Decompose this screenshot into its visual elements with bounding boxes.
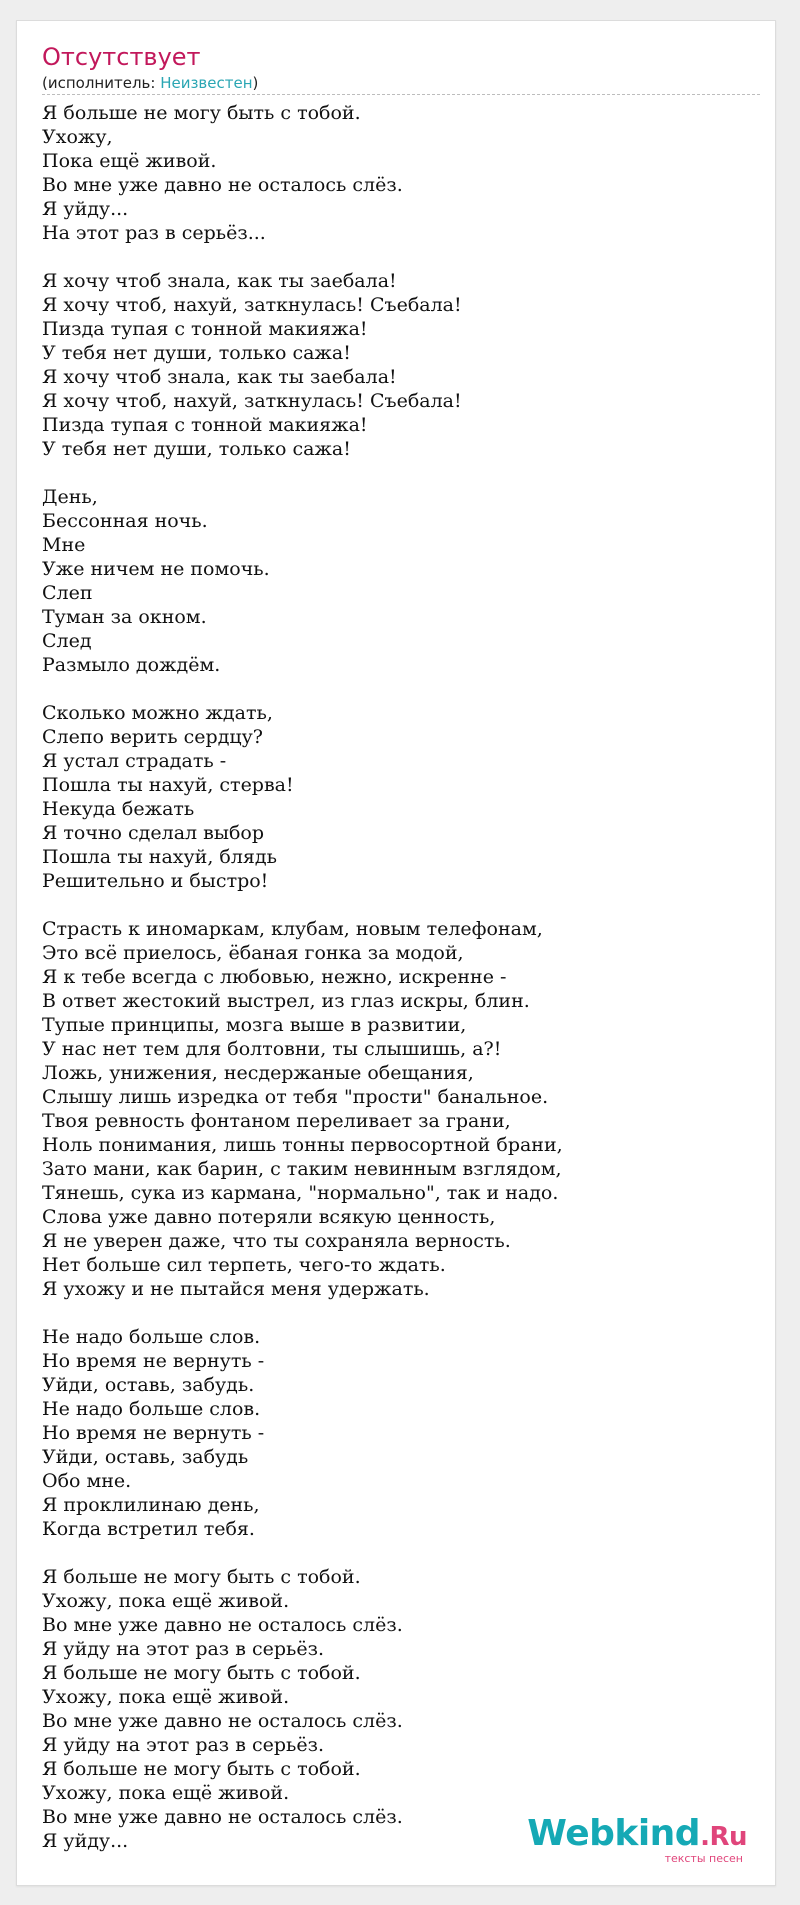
lyric-line: Ноль понимания, лишь тонны первосортной брани,	[42, 1134, 563, 1156]
lyric-line: У нас нет тем для болтовни, ты слышишь, а?!	[42, 1038, 502, 1060]
lyric-line: Твоя ревность фонтаном переливает за грани,	[42, 1110, 511, 1132]
performer-suffix: )	[252, 74, 259, 92]
lyric-line: Я проклилинаю день,	[42, 1494, 260, 1516]
lyric-line: Во мне уже давно не осталось слёз.	[42, 1710, 403, 1732]
lyric-line: Я уйду на этот раз в серьёз.	[42, 1734, 324, 1756]
lyric-line: Пошла ты нахуй, стерва!	[42, 774, 294, 796]
webkind-logo[interactable]	[527, 1815, 747, 1865]
performer-link[interactable]: Неизвестен	[160, 74, 253, 92]
lyric-line: Тянешь, сука из кармана, "нормально", так и надо.	[42, 1182, 559, 1204]
lyric-line: На этот раз в серьёз...	[42, 222, 266, 244]
logo-tld: .Ru	[700, 1822, 747, 1852]
stanza-break	[42, 245, 760, 269]
stanza-break	[42, 1301, 760, 1325]
lyric-line: Во мне уже давно не осталось слёз.	[42, 1806, 403, 1828]
lyric-line: У тебя нет души, только сажа!	[42, 342, 351, 364]
lyric-line: Я больше не могу быть с тобой.	[42, 1662, 361, 1684]
lyric-line: Это всё приелось, ёбаная гонка за модой,	[42, 942, 464, 964]
lyric-line: Не надо больше слов.	[42, 1326, 261, 1348]
song-title: Отсутствует	[42, 43, 201, 71]
lyric-line: Я к тебе всегда с любовью, нежно, искренне -	[42, 966, 507, 988]
title-divider	[42, 94, 760, 95]
lyric-line: Я ухожу и не пытайся меня удержать.	[42, 1278, 430, 1300]
lyric-line: В ответ жестокий выстрел, из глаз искры, блин.	[42, 990, 530, 1012]
lyric-line: Когда встретил тебя.	[42, 1518, 255, 1540]
lyric-line: Не надо больше слов.	[42, 1398, 261, 1420]
logo-brand: Webkind	[527, 1813, 701, 1854]
lyric-line: Я устал страдать -	[42, 750, 227, 772]
lyric-line: Я больше не могу быть с тобой.	[42, 1566, 361, 1588]
lyric-line: Слепо верить сердцу?	[42, 726, 263, 748]
stanza-break	[42, 461, 760, 485]
lyric-line: Я точно сделал выбор	[42, 822, 264, 844]
lyric-line: Страсть к иномаркам, клубам, новым телефонам,	[42, 918, 543, 940]
lyric-line: Я хочу чтоб, нахуй, заткнулась! Съебала!	[42, 390, 462, 412]
lyric-line: Я не уверен даже, что ты сохраняла верность.	[42, 1230, 511, 1252]
lyric-line: Тупые принципы, мозга выше в развитии,	[42, 1014, 467, 1036]
performer-line	[42, 73, 258, 93]
lyric-line: Ухожу, пока ещё живой.	[42, 1590, 290, 1612]
lyric-line: Пизда тупая с тонной макияжа!	[42, 414, 368, 436]
performer-prefix: (исполнитель:	[42, 74, 161, 92]
lyric-line: Я уйду...	[42, 1830, 129, 1852]
lyrics-card	[16, 20, 776, 1886]
lyric-line: Но время не вернуть -	[42, 1350, 265, 1372]
lyric-line: След	[42, 630, 92, 652]
lyric-line: Туман за окном.	[42, 606, 207, 628]
lyric-line: Пошла ты нахуй, блядь	[42, 846, 277, 868]
lyric-line: Во мне уже давно не осталось слёз.	[42, 1614, 403, 1636]
lyric-line: Решительно и быстро!	[42, 870, 269, 892]
lyric-line: Я уйду на этот раз в серьёз.	[42, 1638, 324, 1660]
lyric-line: Бессонная ночь.	[42, 510, 208, 532]
lyric-line: Ухожу, пока ещё живой.	[42, 1782, 290, 1804]
lyric-line: Я хочу чтоб знала, как ты заебала!	[42, 270, 397, 292]
lyric-line: Пизда тупая с тонной макияжа!	[42, 318, 368, 340]
lyric-line: Мне	[42, 534, 86, 556]
lyric-line: Ухожу, пока ещё живой.	[42, 1686, 290, 1708]
lyric-line: Я хочу чтоб знала, как ты заебала!	[42, 366, 397, 388]
lyric-line: Нет больше сил терпеть, чего-то ждать.	[42, 1254, 446, 1276]
lyric-line: Пока ещё живой.	[42, 150, 217, 172]
lyric-line: Я больше не могу быть с тобой.	[42, 1758, 361, 1780]
lyric-line: Ложь, унижения, несдержаные обещания,	[42, 1062, 474, 1084]
lyric-line: Обо мне.	[42, 1470, 132, 1492]
lyric-line: День,	[42, 486, 98, 508]
stanza-break	[42, 677, 760, 701]
logo-tagline: тексты песен	[664, 1852, 743, 1865]
stanza-break	[42, 1541, 760, 1565]
lyric-line: У тебя нет души, только сажа!	[42, 438, 351, 460]
lyric-line: Слова уже давно потеряли всякую ценность,	[42, 1206, 496, 1228]
lyric-line: Ухожу,	[42, 126, 113, 148]
lyric-line: Во мне уже давно не осталось слёз.	[42, 174, 403, 196]
lyric-line: Я хочу чтоб, нахуй, заткнулась! Съебала!	[42, 294, 462, 316]
lyric-line: Сколько можно ждать,	[42, 702, 273, 724]
lyric-line: Некуда бежать	[42, 798, 195, 820]
stanza-break	[42, 893, 760, 917]
lyric-line: Уже ничем не помочь.	[42, 558, 270, 580]
lyric-line: Размыло дождём.	[42, 654, 221, 676]
lyric-line: Уйди, оставь, забудь.	[42, 1374, 255, 1396]
lyric-line: Я уйду...	[42, 198, 129, 220]
lyric-line: Я больше не могу быть с тобой.	[42, 102, 361, 124]
lyric-line: Зато мани, как барин, с таким невинным взглядом,	[42, 1158, 562, 1180]
lyric-line: Слышу лишь изредка от тебя "прости" банальное.	[42, 1086, 549, 1108]
lyric-line: Но время не вернуть -	[42, 1422, 265, 1444]
lyric-line: Уйди, оставь, забудь	[42, 1446, 249, 1468]
lyrics-text	[42, 101, 760, 1853]
lyric-line: Слеп	[42, 582, 93, 604]
